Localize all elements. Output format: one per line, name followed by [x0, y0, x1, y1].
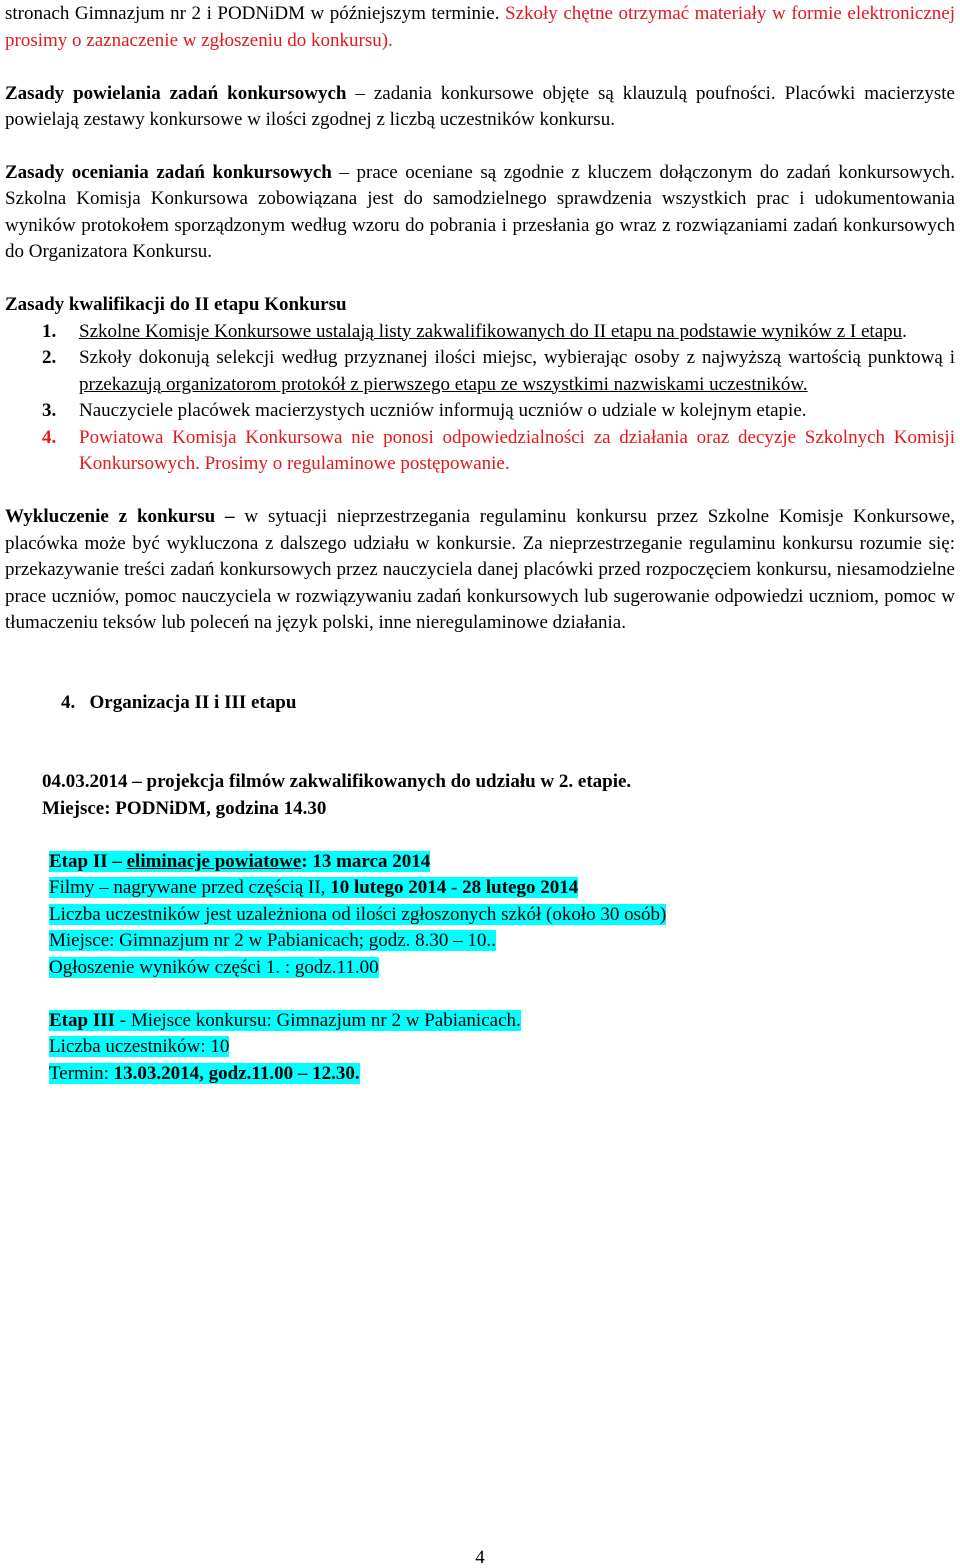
- grading-text-rest: Szkolna Komisja Konkursowa zobowiązana jest do samodzielnego sprawdzenia wszystkich prac i udokumentowania wyników protokołem sporządzonym według wzoru do pobrania i przesłania go wraz z rozwiązaniami zadań konkursowych do Organizatora Konkursu.: [5, 188, 955, 262]
- grading-heading: Zasady oceniania zadań konkursowych: [5, 161, 332, 183]
- stage2-date: : 13 marca 2014: [301, 850, 431, 872]
- stage2-results-text: Ogłoszenie wyników części 1. : godz.11.00: [49, 956, 379, 978]
- stage2-block: [49, 849, 955, 982]
- stage2-place-text: Miejsce: Gimnazjum nr 2 w Pabianicach; godz. 8.30 – 10..: [49, 930, 496, 951]
- list-item: [5, 345, 955, 398]
- list-item-text: Szkoły dokonują selekcji według przyznanej ilości miejsc, wybierając osoby z najwyższą wartością punktową i: [79, 347, 955, 368]
- screening-place-text: Miejsce: PODNiDM, godzina 14.30: [42, 797, 327, 819]
- stage2-films: [49, 875, 955, 902]
- stage3-term-label: Termin:: [49, 1062, 114, 1084]
- document-page: [5, 0, 955, 1087]
- list-item: [5, 319, 955, 346]
- list-item-text-underlined: przekazują organizatorom protokół z pierwszego etapu ze wszystkimi nazwiskami uczestników.: [79, 373, 808, 395]
- grading-paragraph: [5, 160, 955, 266]
- screening-line: [42, 769, 955, 796]
- list-item-punct: .: [902, 320, 907, 342]
- qualification-heading: [5, 292, 955, 319]
- stage2-dash: –: [107, 850, 127, 872]
- section-heading: [42, 663, 955, 743]
- page-number: 4: [475, 1547, 485, 1568]
- stage2-participants-text: Liczba uczestników jest uzależniona od ilości zgłoszonych szkół (około 30 osób): [49, 903, 667, 925]
- exclusion-heading: Wykluczenie z konkursu: [5, 506, 216, 527]
- stage2-place: [49, 928, 955, 955]
- exclusion-text: w sytuacji nieprzestrzegania regulaminu konkursu przez Szkolne Komisje Konkursowe, placówka może być wykluczona z dalszego udziału w konkursie. Za nieprzestrzeganie regulaminu konkursu rozumie się: przekazywanie treści zadań konkursowych przez nauczyciela danej placówki przed rozpoczęciem konkursu, niesamodzielne prace uczniów, pomoc nauczyciela w rozwiązywaniu zadań konkursowych lub sugerowanie odpowiedzi uczniom, pomoc w tłumaczeniu teksów lub poleceń na język polski, inne nieregulaminowe działania.: [5, 506, 955, 633]
- stage3-title: [49, 1008, 955, 1035]
- stage3-participants-text: Liczba uczestników: 10: [49, 1036, 230, 1057]
- intro-text: stronach Gimnazjum nr 2 i PODNiDM w późniejszym terminie.: [5, 3, 500, 24]
- copying-paragraph: [5, 81, 955, 134]
- list-item-number: 1.: [42, 320, 57, 342]
- stage3-term-value: 13.03.2014, godz.11.00 – 12.30.: [113, 1062, 360, 1084]
- intro-red-text: Szkoły chętne otrzymać materiały w formie elektronicznej prosimy o zaznaczenie w zgłoszeniu do konkursu).: [5, 3, 956, 51]
- list-item-number: 2.: [42, 347, 57, 368]
- stage3-term: [49, 1061, 955, 1088]
- stage3-block: [49, 1008, 955, 1088]
- list-item: [5, 398, 955, 425]
- stage2-participants: [49, 902, 955, 929]
- intro-paragraph: [5, 1, 955, 54]
- list-item-number: 3.: [42, 400, 57, 421]
- exclusion-paragraph: [5, 504, 955, 637]
- stage2-title: [49, 849, 955, 876]
- screening-date-text: 04.03.2014 – projekcja filmów zakwalifikowanych do udziału w 2. etapie.: [42, 771, 632, 792]
- stage2-results: [49, 955, 955, 982]
- stage2-films-text: Filmy – nagrywane przed częścią II,: [49, 877, 331, 898]
- list-item-text: Powiatowa Komisja Konkursowa nie ponosi odpowiedzialności za działania oraz decyzje Szkolnych Komisji Konkursowych. Prosimy o regulaminowe postępowanie.: [79, 426, 955, 474]
- qualification-heading-text: Zasady kwalifikacji do II etapu Konkursu: [5, 294, 347, 315]
- copying-text: – zadania konkursowe objęte są klauzulą poufności. Placówki macierzyste powielają zestawy konkursowe w ilości zgodnej z liczbą uczestników konkursu.: [5, 82, 955, 130]
- qualification-list: [5, 319, 955, 478]
- grading-text: – prace oceniane są zgodnie z kluczem dołączonym do zadań konkursowych.: [331, 161, 955, 183]
- list-item: [5, 425, 955, 478]
- stage3-label: Etap III: [49, 1009, 115, 1031]
- stage2-subtitle: eliminacje powiatowe: [126, 850, 302, 872]
- section-heading-text: 4. Organizacja II i III etapu: [61, 691, 297, 713]
- list-item-number: 4.: [42, 426, 57, 448]
- list-item-text: Nauczyciele placówek macierzystych uczniów informują uczniów o udziale w kolejnym etapie.: [79, 400, 807, 421]
- stage2-films-dates: 10 lutego 2014 - 28 lutego 2014: [330, 877, 579, 898]
- list-item-text: Szkolne Komisje Konkursowe ustalają listy zakwalifikowanych do II etapu na podstawie wyników z I etapu: [79, 320, 903, 342]
- screening-block: [42, 769, 955, 822]
- screening-line: [42, 796, 955, 823]
- stage3-participants: [49, 1034, 955, 1061]
- stage3-place-text: - Miejsce konkursu: Gimnazjum nr 2 w Pabianicach.: [115, 1009, 521, 1031]
- exclusion-dash: –: [215, 506, 245, 527]
- stage2-label: Etap II: [49, 850, 108, 872]
- copying-heading: Zasady powielania zadań konkursowych: [5, 82, 347, 104]
